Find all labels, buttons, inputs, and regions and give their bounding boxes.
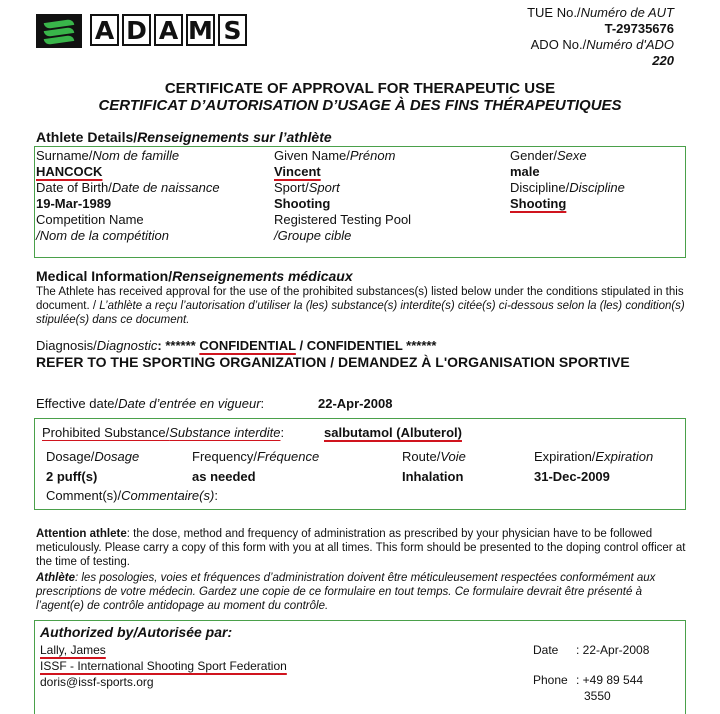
diagnosis-line: Diagnosis/Diagnostic: ****** CONFIDENTIAL / CONFIDENTIEL ****** [36,338,437,353]
gender-label: Gender/Sexe [510,148,587,163]
testing-pool-label: Registered Testing Pool [274,212,412,227]
ado-label-fr: Numéro d'ADO [586,37,674,52]
expiration-value: 31-Dec-2009 [534,469,610,484]
athlete-details-heading: Athlete Details/Renseignements sur l’athlète [36,129,332,145]
tue-number: T-29735676 [604,21,674,36]
surname-label: Surname/Nom de famille [36,148,180,163]
competition-label: Competition Name [36,212,144,227]
logo-letter: D [122,14,151,46]
surname-value: HANCOCK [36,164,103,179]
dob-label: Date of Birth/Date de naissance [36,180,220,195]
authorizer-name: Lally, James [40,643,106,657]
attention-athlete-fr: Athlète: les posologies, voies et fréquences d’administration doivent être méticuleusement respectées conformément aux prescriptions de votre médecin. Gardez une copie de ce formulaire en tout temps. Ce formulaire devrait être présenté à l’agent(e) de contrôle antidopage au moment du contrôle. [36,572,656,612]
given-name-value: Vincent [274,164,321,179]
diagnosis-confidential: CONFIDENTIAL [199,338,296,353]
comments-label: Comment(s)/Commentaire(s): [46,488,218,503]
tue-ado-block [527,5,674,69]
authorized-date-label: Date [533,643,559,657]
frequency-label: Frequency/Fréquence [192,449,320,464]
phone-value-line1: : +49 89 544 [576,673,644,687]
logo-letter: S [218,14,247,46]
ado-label: ADO No./ [530,37,587,52]
given-name-label: Given Name/Prénom [274,148,396,163]
sport-label: Sport/Sport [274,180,340,195]
route-label: Route/Voie [402,449,466,464]
route-value: Inhalation [402,469,464,484]
certificate-title-fr: CERTIFICAT D’AUTORISATION D’USAGE À DES FINS THÉRAPEUTIQUES [98,97,622,114]
phone-label: Phone [533,673,568,687]
logo-letter: A [90,14,119,46]
dosage-value: 2 puff(s) [46,469,98,484]
authorizer-org: ISSF - International Shooting Sport Federation [40,659,287,673]
discipline-value: Shooting [510,196,567,211]
effective-date-label: Effective date/Date d’entrée en vigueur: [36,396,265,411]
substance-value: salbutamol (Albuterol) [324,425,462,440]
medical-info-heading: Medical Information/Renseignements médicaux [36,268,353,284]
effective-date-value: 22-Apr-2008 [318,396,393,411]
competition-label-fr: /Nom de la compétition [36,228,169,243]
sport-value: Shooting [274,196,331,211]
medical-intro: The Athlete has received approval for the use of the prohibited substances(s) listed below under the conditions stipulated in this document. / L’athlète a reçu l’autorisation d’utiliser la (les) substance(s) interdite(s) citée(s) ci-dessous selon la (les) condition(s) stipulée(s) dans ce document. [36,286,685,326]
authorized-heading: Authorized by/Autorisée par: [40,624,233,640]
testing-pool-label-fr: /Groupe cible [274,228,352,243]
certificate-title: CERTIFICATE OF APPROVAL FOR THERAPEUTIC USE [164,80,556,97]
discipline-label: Discipline/Discipline [510,180,625,195]
frequency-value: as needed [192,469,256,484]
logo-letter: M [186,14,215,46]
adams-logo-mark [36,14,82,48]
tue-label-fr: Numéro de AUT [580,5,674,20]
authorized-date-value: : 22-Apr-2008 [576,643,650,657]
substance-label: Prohibited Substance/Substance interdite: [42,425,285,440]
adams-logo-text [90,14,247,46]
refer-line: REFER TO THE SPORTING ORGANIZATION / DEMANDEZ À L'ORGANISATION SPORTIVE [36,354,630,370]
logo-letter: A [154,14,183,46]
dob-value: 19-Mar-1989 [36,196,112,211]
ado-number: 220 [652,53,674,68]
expiration-label: Expiration/Expiration [534,449,654,464]
attention-athlete-en: Attention athlete: the dose, method and frequency of administration as prescribed by your physician have to be followed meticulously. Please carry a copy of this form with you at all times. This form should be presented to the doping control officer at the time of testing. [36,528,686,568]
tue-label: TUE No./ [527,5,581,20]
gender-value: male [510,164,540,179]
dosage-label: Dosage/Dosage [46,449,140,464]
authorizer-email: doris@issf-sports.org [40,675,154,689]
phone-value-line2: 3550 [584,689,611,703]
